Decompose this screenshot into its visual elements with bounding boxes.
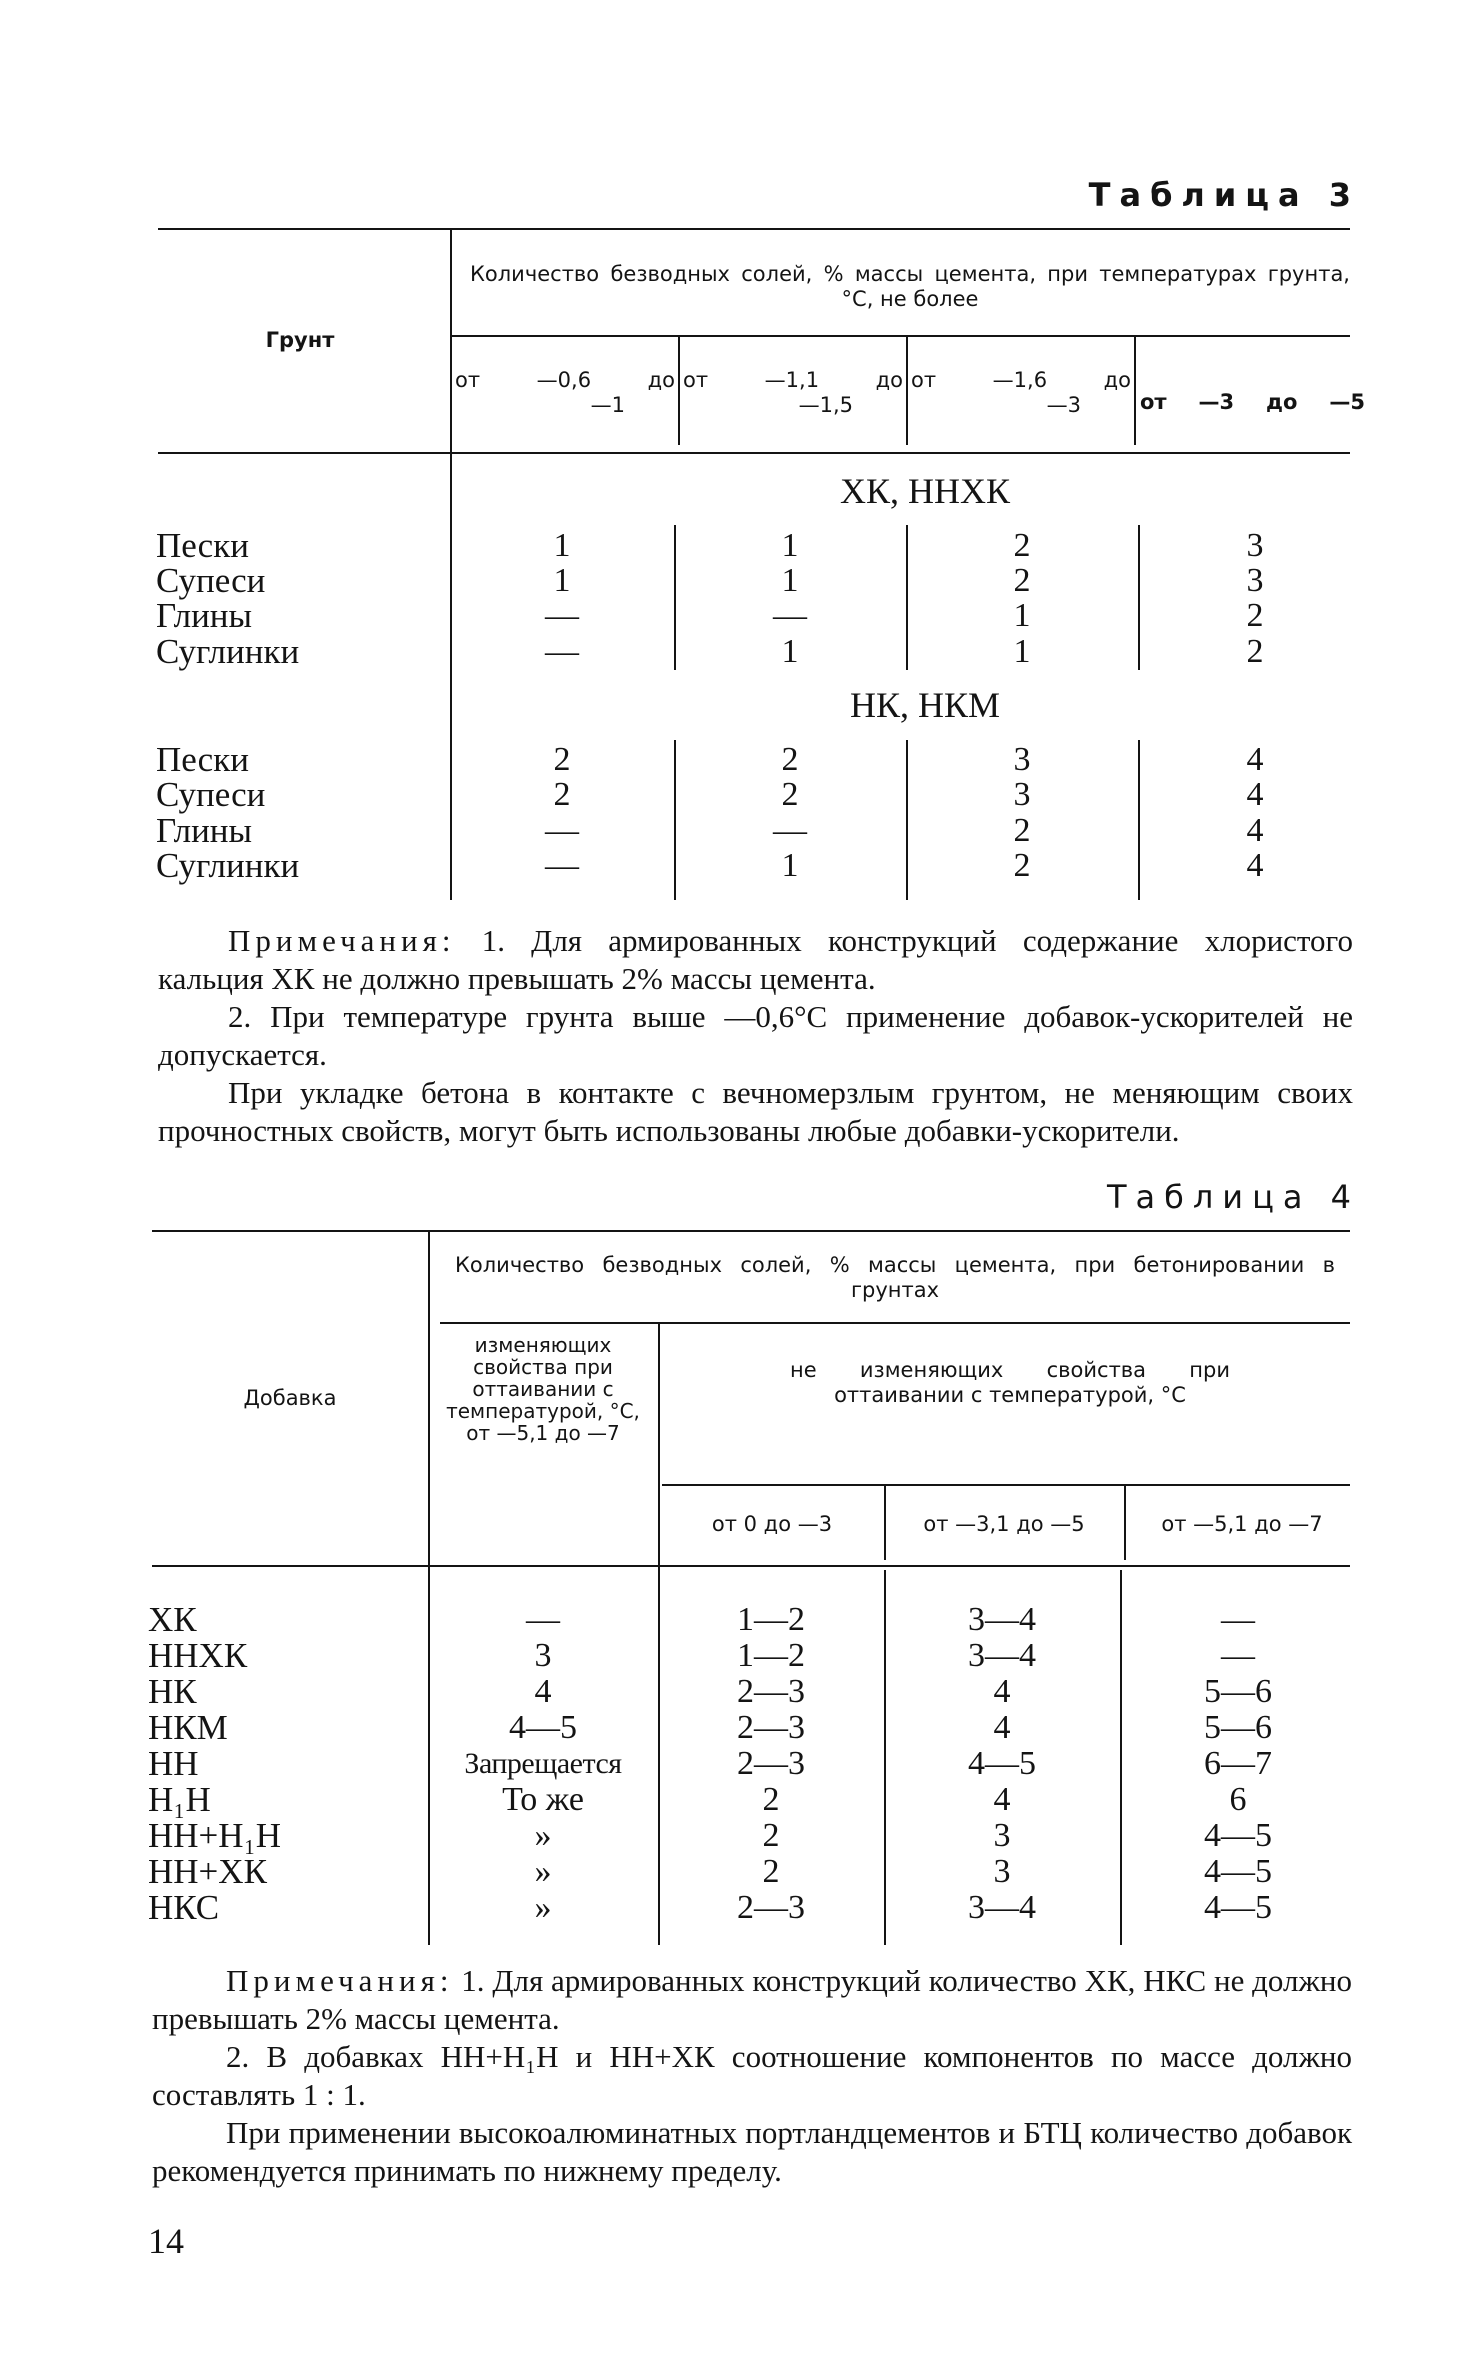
table3-cell: — <box>773 597 807 634</box>
table3-cell: 4 <box>1246 847 1264 884</box>
table3-range-2: от —1,1 до —1,5 <box>683 368 903 417</box>
table3-range-3: от —1,6 до —3 <box>911 368 1131 417</box>
table3-row-ground: Пески <box>156 740 249 779</box>
table4-cell: 1—2 <box>737 1637 805 1674</box>
table4-cell: 3—4 <box>968 1889 1036 1926</box>
table4-header-bottom-rule <box>152 1565 1350 1567</box>
table3-cell: — <box>545 597 579 634</box>
table4-cell: 2—3 <box>737 1745 805 1782</box>
table3-cell: 3 <box>1013 741 1031 778</box>
table3-row-ground: Супеси <box>156 775 266 814</box>
table4-header-group: Количество безводных солей, % массы цемента, при бетонировании в грунтах <box>455 1253 1335 1302</box>
table4-cell: — <box>1221 1637 1255 1674</box>
table3-cell: 2 <box>553 741 571 778</box>
table3-cell: 2 <box>1013 562 1031 599</box>
table4-range-2: от —3,1 до —5 <box>923 1512 1085 1536</box>
table3-row-ground: Суглинки <box>156 632 300 671</box>
table3-vline-4h <box>1134 335 1136 445</box>
table4-row-name: ХК <box>148 1600 197 1639</box>
table3-cell: 2 <box>1013 847 1031 884</box>
table4-row-name: НКС <box>148 1888 220 1927</box>
table4-row-name: НК <box>148 1672 197 1711</box>
table3-section1-title: ХК, ННХК <box>839 471 1010 511</box>
table3-cell: 2 <box>1246 597 1264 634</box>
table4-cell: 3 <box>534 1637 552 1674</box>
table3-top-rule <box>158 228 1350 230</box>
body-paragraph: При укладке бетона в контакте с вечномерзлым грунтом, не меняющим своих прочностных свойств, могут быть использованы любые добавки-ускорители. <box>158 1075 1353 1148</box>
table3-caption: Таблица 3 <box>1088 176 1360 214</box>
table3-vline-2h <box>678 335 680 445</box>
table4-cell: 4—5 <box>1204 1817 1272 1854</box>
table3-notes <box>158 922 1353 1150</box>
table4-cell: » <box>534 1853 552 1890</box>
table4-cell: 1—2 <box>737 1601 805 1638</box>
table3-cell: 3 <box>1246 527 1264 564</box>
table4-row-name: НН+Н₁Н <box>148 1816 282 1855</box>
table4-cell: — <box>526 1601 560 1638</box>
table3-cell: 2 <box>1013 812 1031 849</box>
table4-row-name: ННХК <box>148 1636 248 1675</box>
table4-caption: Таблица 4 <box>1106 1178 1360 1216</box>
table3-cell: — <box>545 633 579 670</box>
table4-cell: 3—4 <box>968 1637 1036 1674</box>
table3-cell: 1 <box>553 527 571 564</box>
table4-row-name: Н₁Н <box>148 1780 211 1819</box>
table4-sub-changing: изменяющих свойства при оттаивании с температурой, °С, от —5,1 до —7 <box>446 1333 640 1445</box>
table3-cell: 1 <box>781 527 799 564</box>
note-1: 1. Для армированных конструкций количество ХК, НКС не должно превышать 2% массы цемента. <box>152 1963 1352 2036</box>
table4-cell: Запрещается <box>464 1747 622 1780</box>
table4-row-name: НКМ <box>148 1708 228 1747</box>
table4-cell: 4 <box>993 1673 1011 1710</box>
table3-cell: 1 <box>1013 597 1031 634</box>
table4-cell: 4—5 <box>1204 1853 1272 1890</box>
table4-cell: То же <box>502 1781 584 1818</box>
table3-range-1: от —0,6 до —1 <box>455 368 675 417</box>
table3-row-ground: Суглинки <box>156 846 300 885</box>
table3-cell: 2 <box>553 776 571 813</box>
table4-cell: 6—7 <box>1204 1745 1272 1782</box>
table3-cell: 2 <box>1013 527 1031 564</box>
table3-cell: 2 <box>781 741 799 778</box>
table4-cell: 4—5 <box>509 1709 577 1746</box>
table4-col-additive: Добавка <box>243 1386 337 1410</box>
table4-cell: 3—4 <box>968 1601 1036 1638</box>
page-number: 14 <box>148 2221 184 2261</box>
table3-cell: — <box>545 812 579 849</box>
table3-col-ground: Грунт <box>265 328 335 352</box>
table3-cell: 2 <box>1246 633 1264 670</box>
table3-cell: 4 <box>1246 741 1264 778</box>
table4-cell: 2—3 <box>737 1709 805 1746</box>
table4-range-1: от 0 до —3 <box>711 1512 833 1536</box>
table4-cell: 2 <box>762 1853 780 1890</box>
table3-cell: 3 <box>1013 776 1031 813</box>
table4-cell: 5—6 <box>1204 1709 1272 1746</box>
table4-row-name: НН <box>148 1744 199 1783</box>
table4-cell: 2 <box>762 1781 780 1818</box>
table4-cell: 3 <box>993 1817 1011 1854</box>
table4-top-rule <box>152 1230 1350 1232</box>
table3-cell: 2 <box>781 776 799 813</box>
table4-row-name: НН+ХК <box>148 1852 267 1891</box>
table4-range-3: от —5,1 до —7 <box>1161 1512 1323 1536</box>
notes-label: Примечания: <box>226 1963 454 1998</box>
table3-row-ground: Супеси <box>156 561 266 600</box>
table3-cell: — <box>545 847 579 884</box>
table4-cell: » <box>534 1817 552 1854</box>
table4-cell: 5—6 <box>1204 1673 1272 1710</box>
table4-cell: 2—3 <box>737 1673 805 1710</box>
table3-cell: — <box>773 812 807 849</box>
table4-header-divider <box>440 1322 1350 1324</box>
table3-cell: 1 <box>781 562 799 599</box>
table4-sub-not-changing: не изменяющих свойства при оттаивании с температурой, °С <box>790 1358 1230 1407</box>
notes-label: Примечания: <box>228 923 456 958</box>
table4-cell: 4 <box>534 1673 552 1710</box>
table3-row-ground: Глины <box>156 596 253 635</box>
table3-row-ground: Глины <box>156 811 253 850</box>
table3-cell: 3 <box>1246 562 1264 599</box>
table4-cell: 4 <box>993 1709 1011 1746</box>
table3-section2-title: НК, НКМ <box>849 685 1001 725</box>
table4-cell: 2 <box>762 1817 780 1854</box>
table4-cell: 4—5 <box>968 1745 1036 1782</box>
table3-header-group: Количество безводных солей, % массы цемента, при температурах грунта, °С, не более <box>470 262 1350 311</box>
table3-cell: 1 <box>781 847 799 884</box>
table4-cell: 2—3 <box>737 1889 805 1926</box>
body-paragraph: При применении высокоалюминатных портландцементов и БТЦ количество добавок рекомендуется принимать по нижнему пределу. <box>152 2115 1352 2188</box>
table3-header-bottom-rule <box>158 452 1350 454</box>
table3-cell: 1 <box>781 633 799 670</box>
note-2: 2. При температуре грунта выше —0,6°С применение добавок-ускорителей не допускается. <box>158 999 1353 1072</box>
table4-cell: 4—5 <box>1204 1889 1272 1926</box>
table4-cell: — <box>1221 1601 1255 1638</box>
table3-vline-3h <box>906 335 908 445</box>
table4-cell: 4 <box>993 1781 1011 1818</box>
table4-subheader-divider <box>662 1484 1350 1486</box>
note-1: 1. Для армированных конструкций содержание хлористого кальция ХК не должно превышать 2% массы цемента. <box>158 923 1353 996</box>
table3-range-4: от —3 до —5 <box>1140 390 1365 414</box>
table4-notes <box>152 1962 1352 2190</box>
table4-cell: » <box>534 1889 552 1926</box>
table3-row-ground: Пески <box>156 526 249 565</box>
table3-header-divider <box>450 335 1350 337</box>
table4-cell: 3 <box>993 1853 1011 1890</box>
table3-cell: 4 <box>1246 776 1264 813</box>
table3-cell: 4 <box>1246 812 1264 849</box>
note-2: 2. В добавках НН+Н₁Н и НН+ХК соотношение компонентов по массе должно составлять 1 : 1. <box>152 2039 1352 2112</box>
table4-cell: 6 <box>1229 1781 1247 1818</box>
table3-cell: 1 <box>553 562 571 599</box>
table3-cell: 1 <box>1013 633 1031 670</box>
